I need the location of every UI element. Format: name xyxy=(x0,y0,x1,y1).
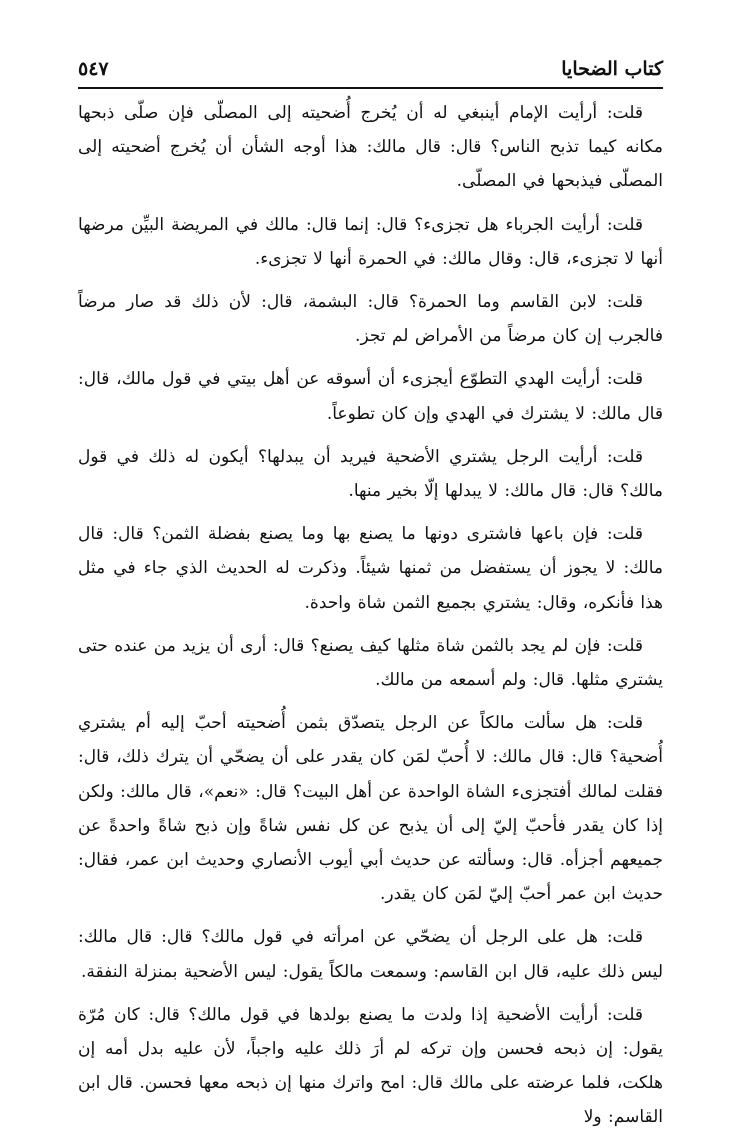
paragraph-sacrifice-at-prayer-ground: قلت: أرأيت الإمام أينبغي له أن يُخرج أُضحيته إلى المصلّى فإن صلّى ذبحها مكانه كيما تذبح الناس؟ قال: قال مالك: هذا أوجه الشأن أن يُخرج أضحيته إلى المصلّى فيذبحها في المصلّى. xyxy=(78,103,663,192)
paragraph-mangy-animal: قلت: أرأيت الجرباء هل تجزىء؟ قال: إنما قال: مالك في المريضة البيِّن مرضها أنها لا تجزىء، قال: وقال مالك: في الحمرة أنها لا تجزىء. xyxy=(78,214,663,269)
paragraph-humra-definition: قلت: لابن القاسم وما الحمرة؟ قال: البشمة، قال: لأن ذلك قد صار مرضاً فالجرب إن كان مرضاً من الأمراض لم تجز. xyxy=(78,292,663,347)
page-header xyxy=(78,56,663,86)
paragraph-replacing-sacrifice: قلت: أرأيت الرجل يشتري الأضحية فيريد أن يبدلها؟ أيكون له ذلك في قول مالك؟ قال: قال مالك: لا يبدلها إلّا بخير منها. xyxy=(78,446,663,502)
paragraph-voluntary-hady: قلت: أرأيت الهدي التطوّع أيجزىء أن أسوقه عن أهل بيتي في قول مالك، قال: قال مالك: لا يشترك في الهدي وإن كان تطوعاً. xyxy=(78,369,663,424)
paragraph-sacrifice-for-wife: قلت: هل على الرجل أن يضحّي عن امرأته في قول مالك؟ قال: قال مالك: ليس ذلك عليه، قال ابن القاسم: وسمعت مالكاً يقول: ليس الأضحية بمنزلة النفقة. xyxy=(78,927,663,982)
page-number: ٥٤٧ xyxy=(78,58,109,80)
header-divider xyxy=(78,87,663,89)
paragraph-charity-vs-sacrifice: قلت: هل سألت مالكاً عن الرجل يتصدّق بثمن أُضحيته أحبّ إليه أم يشتري أُضحية؟ قال: قال مالك: لا أُحبّ لمَن كان يقدر على أن يضحّي أن يترك ذلك، قال: فقلت لمالك أفتجزىء الشاة الواحدة عن أهل البيت؟ قال: «نعم»، قال مالك: ولكن إذا كان يقدر فأحبّ إليّ إلى أن يذبح عن كل نفس شاةً وإن ذبح شاةً واحدةً عن جميعهم أجزأه. قال: وسألته عن حديث أبي أيوب الأنصاري وحديث ابن عمر، فقال: حديث ابن عمر أحبّ إليّ لمَن كان يقدر. xyxy=(78,713,663,905)
page-body xyxy=(78,96,663,1144)
paragraph-selling-sacrifice: قلت: فإن باعها فاشترى دونها ما يصنع بها وما يصنع بفضلة الثمن؟ قال: قال مالك: لا يجوز أن يستفضل من ثمنها شيئاً. وذكرت له الحديث الذي جاء في مثل هذا فأنكره، وقال: يشتري بجميع الثمن شاة واحدة. xyxy=(78,524,663,613)
paragraph-insufficient-price: قلت: فإن لم يجد بالثمن شاة مثلها كيف يصنع؟ قال: أرى أن يزيد من عنده حتى يشتري مثلها. قال: ولم أسمعه من مالك. xyxy=(78,635,663,691)
chapter-title: كتاب الضحايا xyxy=(561,58,663,80)
paragraph-sacrifice-offspring: قلت: أرأيت الأضحية إذا ولدت ما يصنع بولدها في قول مالك؟ قال: كان مُرّة يقول: إن ذبحه فحسن وإن تركه لم أرَ ذلك عليه واجباً، لأن عليه بدل أمه إن هلكت، فلما عرضته على مالك قال: امح واترك منها إن ذبحه معها فحسن. قال ابن القاسم: ولا xyxy=(78,1004,663,1128)
